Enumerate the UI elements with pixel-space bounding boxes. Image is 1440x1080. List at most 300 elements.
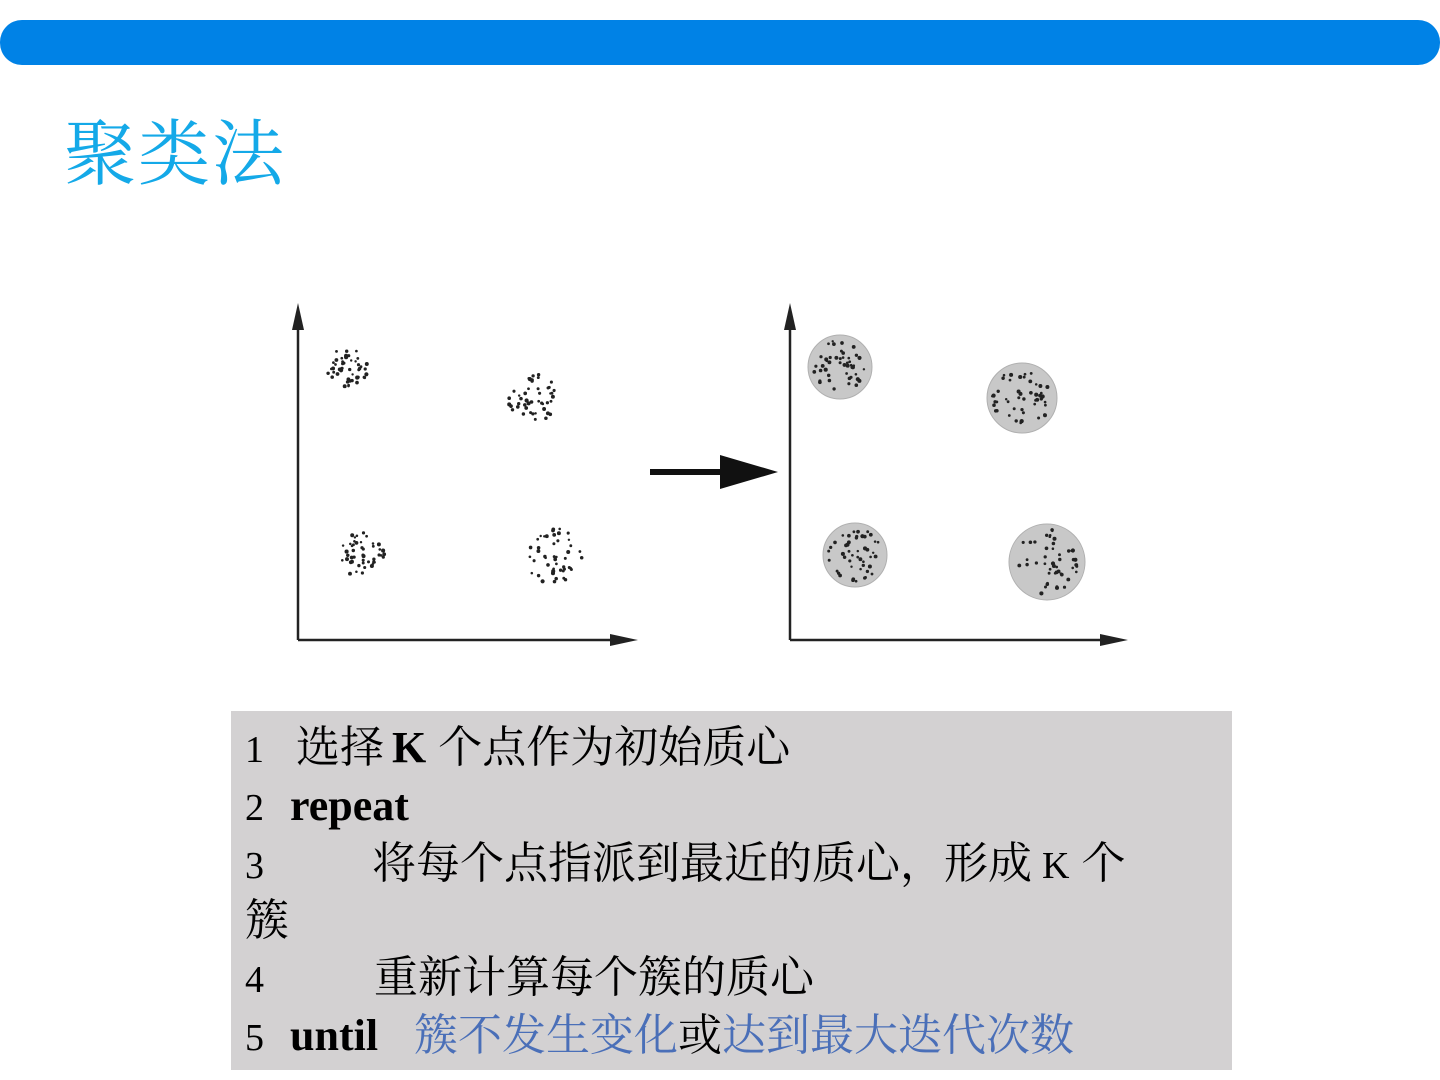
data-point — [1015, 419, 1018, 422]
data-point — [1053, 537, 1057, 541]
data-point — [1052, 547, 1055, 550]
data-point — [1054, 572, 1057, 575]
data-point — [1020, 419, 1024, 423]
data-point — [1044, 586, 1047, 589]
data-point — [360, 541, 362, 543]
data-point — [364, 367, 367, 370]
data-point — [354, 360, 356, 362]
data-point — [552, 395, 555, 398]
data-point — [537, 574, 540, 577]
data-point — [350, 533, 354, 537]
left-clusters — [326, 350, 583, 584]
data-point — [537, 373, 540, 376]
data-point — [832, 387, 835, 390]
header-bar — [0, 20, 1440, 65]
data-point — [531, 572, 534, 575]
data-point — [845, 543, 849, 547]
right-clusters — [808, 335, 1085, 600]
data-point — [819, 369, 823, 373]
data-point — [837, 572, 840, 575]
data-point — [382, 556, 385, 559]
data-point — [1044, 562, 1047, 565]
data-point — [992, 403, 996, 407]
data-point — [1033, 540, 1036, 543]
data-point — [842, 534, 845, 537]
data-point — [356, 535, 359, 538]
data-point — [1017, 396, 1020, 399]
data-point — [1055, 585, 1058, 588]
data-point — [516, 405, 520, 409]
data-point — [548, 386, 551, 389]
data-point — [868, 564, 872, 568]
data-point — [372, 542, 375, 545]
step-number: 1 — [245, 729, 264, 771]
data-point — [1019, 392, 1023, 396]
algorithm-box — [231, 711, 1232, 1070]
repeat-keyword: repeat — [290, 781, 409, 830]
data-point — [335, 358, 339, 362]
data-point — [1044, 555, 1047, 558]
step-number: 4 — [245, 959, 264, 1001]
step-text: 将每个点指派到最近的质心，形成 — [372, 838, 1032, 889]
data-point — [550, 392, 553, 395]
data-point — [341, 362, 344, 365]
k-label: K — [1042, 845, 1070, 887]
data-point — [1058, 558, 1061, 561]
data-point — [1044, 401, 1047, 404]
step-text: 重新计算每个簇的质心 — [374, 952, 814, 1003]
data-point — [364, 372, 368, 376]
data-point — [1035, 561, 1038, 564]
data-point — [551, 571, 555, 575]
data-point — [340, 367, 343, 370]
data-point — [559, 569, 562, 572]
algorithm-step-2 — [245, 777, 1220, 835]
data-point — [1035, 398, 1039, 402]
data-point — [531, 378, 534, 381]
data-point — [326, 372, 329, 375]
data-point — [541, 579, 545, 583]
data-point — [355, 541, 359, 545]
data-point — [509, 404, 513, 408]
data-point — [357, 564, 360, 567]
data-point — [356, 357, 359, 360]
data-point — [567, 532, 570, 535]
data-point — [832, 340, 834, 342]
until-keyword: until — [290, 1011, 379, 1060]
data-point — [855, 383, 859, 387]
transform-arrow-icon — [650, 455, 778, 489]
data-point — [554, 577, 558, 581]
data-point — [863, 368, 865, 370]
data-point — [365, 362, 369, 366]
data-point — [1037, 416, 1040, 419]
or-text: 或 — [678, 1010, 723, 1061]
data-point — [343, 384, 347, 388]
data-point — [344, 354, 348, 358]
data-point — [848, 550, 851, 553]
data-point — [871, 573, 874, 576]
data-point — [546, 411, 550, 415]
step-text: 个 — [1081, 838, 1126, 889]
data-point — [877, 541, 880, 544]
data-point — [365, 535, 368, 538]
data-point — [832, 342, 836, 346]
data-point — [347, 385, 350, 388]
data-point — [362, 562, 365, 565]
data-point — [840, 341, 844, 345]
data-point — [1045, 385, 1049, 389]
data-point — [1045, 534, 1048, 537]
data-point — [847, 382, 850, 385]
data-point — [522, 412, 525, 415]
data-point — [552, 567, 555, 570]
stop-condition-1: 簇不发生变化 — [414, 1010, 679, 1061]
data-point — [355, 571, 358, 574]
step-number: 2 — [245, 787, 264, 829]
data-point — [534, 412, 536, 414]
data-point — [1049, 534, 1052, 537]
data-point — [855, 373, 858, 376]
data-point — [848, 559, 851, 562]
data-point — [1008, 414, 1011, 417]
data-point — [1025, 563, 1028, 566]
x-axis-arrow-icon — [610, 634, 638, 646]
data-point — [553, 555, 556, 558]
data-point — [555, 556, 557, 558]
data-point — [536, 538, 539, 541]
algorithm-step-1 — [245, 719, 1220, 777]
data-point — [1043, 413, 1047, 417]
data-point — [827, 550, 830, 553]
data-point — [340, 357, 343, 360]
data-point — [568, 539, 570, 541]
data-point — [345, 350, 348, 353]
data-point — [848, 360, 851, 363]
data-point — [334, 363, 337, 366]
data-point — [361, 553, 364, 556]
data-point — [874, 540, 877, 543]
data-point — [853, 530, 856, 533]
data-point — [1009, 379, 1012, 382]
data-point — [578, 550, 581, 553]
data-point — [524, 406, 528, 410]
data-point — [1022, 411, 1025, 414]
data-point — [352, 549, 355, 552]
data-point — [350, 556, 354, 560]
data-point — [362, 559, 365, 562]
data-point — [1028, 379, 1032, 383]
data-point — [527, 387, 530, 390]
data-point — [362, 531, 365, 534]
data-point — [372, 545, 375, 548]
data-point — [1045, 546, 1049, 550]
data-point — [352, 543, 355, 546]
step-text: 选择 — [296, 722, 384, 773]
data-point — [863, 546, 867, 550]
data-point — [857, 530, 860, 533]
data-point — [553, 580, 557, 584]
data-point — [562, 577, 565, 580]
data-point — [847, 357, 850, 360]
data-point — [529, 411, 532, 414]
data-point — [533, 559, 536, 562]
data-point — [1026, 558, 1029, 561]
data-point — [857, 550, 859, 552]
data-point — [1052, 542, 1056, 546]
data-point — [852, 345, 856, 349]
data-point — [355, 381, 359, 385]
data-point — [1048, 572, 1051, 575]
data-point — [1066, 578, 1070, 582]
data-point — [1067, 549, 1070, 552]
data-point — [857, 356, 861, 360]
data-point — [850, 364, 853, 367]
data-point — [539, 535, 541, 537]
data-point — [1024, 373, 1027, 376]
data-point — [874, 555, 878, 559]
data-point — [1038, 384, 1042, 388]
data-point — [543, 535, 545, 537]
data-point — [537, 387, 540, 390]
data-point — [557, 531, 561, 535]
data-point — [843, 556, 846, 559]
data-point — [829, 546, 832, 549]
data-point — [558, 528, 561, 531]
data-point — [550, 400, 553, 403]
data-point — [833, 541, 837, 545]
data-point — [349, 543, 352, 546]
data-point — [553, 389, 556, 392]
data-point — [529, 546, 533, 550]
data-point — [546, 563, 550, 567]
data-point — [1038, 394, 1042, 398]
data-point — [361, 571, 364, 574]
data-point — [1046, 582, 1049, 585]
data-point — [546, 401, 549, 404]
data-point — [511, 408, 514, 411]
data-point — [869, 556, 872, 559]
data-point — [872, 552, 874, 554]
data-point — [1071, 567, 1074, 570]
data-point — [342, 544, 344, 546]
data-point — [1075, 565, 1078, 568]
data-point — [991, 395, 993, 397]
data-point — [570, 568, 573, 571]
data-point — [843, 363, 847, 367]
data-point — [507, 396, 511, 400]
data-point — [1049, 568, 1052, 571]
data-point — [564, 557, 567, 560]
y-axis-arrow-icon — [784, 303, 796, 330]
data-point — [530, 400, 533, 403]
data-point — [537, 546, 541, 550]
data-point — [839, 357, 842, 360]
data-point — [857, 379, 861, 383]
data-point — [1017, 564, 1021, 568]
data-point — [841, 552, 845, 556]
data-point — [1039, 591, 1043, 595]
data-point — [372, 562, 375, 565]
data-point — [367, 560, 370, 563]
data-point — [828, 379, 832, 383]
left-axes — [292, 303, 638, 646]
data-point — [819, 355, 822, 358]
data-point — [829, 356, 832, 359]
data-point — [850, 565, 852, 567]
data-point — [544, 416, 548, 420]
data-point — [555, 563, 558, 566]
data-point — [350, 359, 352, 361]
data-point — [357, 363, 360, 366]
data-point — [834, 356, 838, 360]
data-point — [1020, 408, 1023, 411]
clustering-figure — [280, 295, 1140, 655]
data-point — [1040, 397, 1043, 400]
data-point — [855, 354, 858, 357]
data-point — [862, 564, 865, 567]
data-point — [348, 368, 351, 371]
data-point — [332, 371, 335, 374]
data-point — [552, 542, 555, 545]
data-point — [1034, 393, 1038, 397]
data-point — [562, 570, 565, 573]
data-point — [1035, 383, 1038, 386]
data-point — [855, 535, 858, 538]
data-point — [523, 392, 527, 396]
data-point — [1009, 373, 1013, 377]
data-point — [552, 533, 556, 537]
data-point — [827, 360, 831, 364]
data-point — [827, 342, 830, 345]
step-text: 簇 — [245, 895, 289, 946]
data-point — [531, 374, 534, 377]
data-point — [536, 549, 540, 553]
data-point — [1071, 548, 1075, 552]
data-point — [845, 372, 848, 375]
data-point — [869, 533, 873, 537]
data-point — [537, 376, 540, 379]
data-point — [1058, 553, 1061, 556]
data-point — [566, 550, 570, 554]
step-number: 5 — [245, 1017, 264, 1059]
y-axis-arrow-icon — [292, 303, 304, 330]
data-point — [866, 530, 869, 533]
data-point — [1063, 586, 1066, 589]
data-point — [1023, 376, 1026, 379]
data-point — [544, 556, 547, 559]
data-point — [1052, 564, 1056, 568]
data-point — [856, 556, 859, 559]
data-point — [345, 557, 349, 561]
data-point — [362, 548, 365, 551]
data-point — [345, 550, 349, 554]
data-point — [519, 397, 523, 401]
data-point — [866, 570, 869, 573]
data-point — [1030, 372, 1033, 375]
data-point — [848, 377, 852, 381]
step-text: 个点作为初始质心 — [438, 722, 791, 773]
data-point — [994, 409, 997, 412]
data-point — [378, 548, 381, 551]
data-point — [372, 557, 375, 560]
data-point — [346, 377, 350, 381]
data-point — [858, 557, 862, 561]
data-point — [525, 398, 529, 402]
data-point — [358, 367, 361, 370]
data-point — [814, 365, 817, 368]
data-point — [863, 535, 867, 539]
algorithm-step-3 — [245, 835, 1220, 893]
data-point — [847, 534, 851, 538]
data-point — [381, 549, 385, 553]
data-point — [377, 542, 381, 546]
data-point — [512, 390, 515, 393]
data-point — [534, 418, 537, 421]
data-point — [351, 373, 353, 375]
data-point — [580, 556, 584, 560]
data-point — [862, 560, 865, 563]
data-point — [1018, 375, 1022, 379]
data-point — [354, 536, 356, 538]
data-point — [828, 559, 831, 562]
algorithm-step-3-continued — [245, 893, 1220, 949]
data-point — [1029, 541, 1033, 545]
data-point — [336, 372, 340, 376]
data-point — [855, 580, 858, 583]
data-point — [1022, 541, 1025, 544]
data-point — [349, 560, 353, 564]
data-point — [355, 350, 358, 353]
data-point — [1060, 573, 1064, 577]
slide-title: 聚类法 — [64, 112, 287, 196]
data-point — [1001, 376, 1004, 379]
data-point — [1013, 407, 1016, 410]
data-point — [839, 361, 842, 364]
data-point — [840, 350, 843, 353]
data-point — [341, 559, 344, 562]
x-axis-arrow-icon — [1100, 634, 1128, 646]
data-point — [551, 528, 555, 532]
data-point — [818, 379, 821, 382]
data-point — [827, 374, 830, 377]
data-point — [1073, 558, 1077, 562]
data-point — [997, 390, 1000, 393]
data-point — [529, 555, 532, 558]
data-point — [821, 364, 825, 368]
data-point — [538, 392, 541, 395]
data-point — [363, 376, 366, 379]
data-point — [842, 356, 845, 359]
data-point — [556, 539, 559, 542]
data-point — [541, 403, 544, 406]
data-point — [1033, 403, 1036, 406]
data-point — [1022, 397, 1025, 400]
data-point — [993, 400, 996, 403]
data-point — [331, 366, 335, 370]
data-point — [1005, 398, 1007, 400]
data-point — [851, 554, 854, 557]
data-point — [859, 568, 862, 571]
data-point — [863, 576, 866, 579]
data-point — [332, 361, 335, 364]
data-point — [330, 375, 334, 379]
data-point — [517, 402, 520, 405]
cluster-region — [808, 335, 872, 399]
data-point — [824, 368, 828, 372]
data-point — [542, 407, 546, 411]
stop-condition-2: 达到最大迭代次数 — [722, 1010, 1075, 1061]
